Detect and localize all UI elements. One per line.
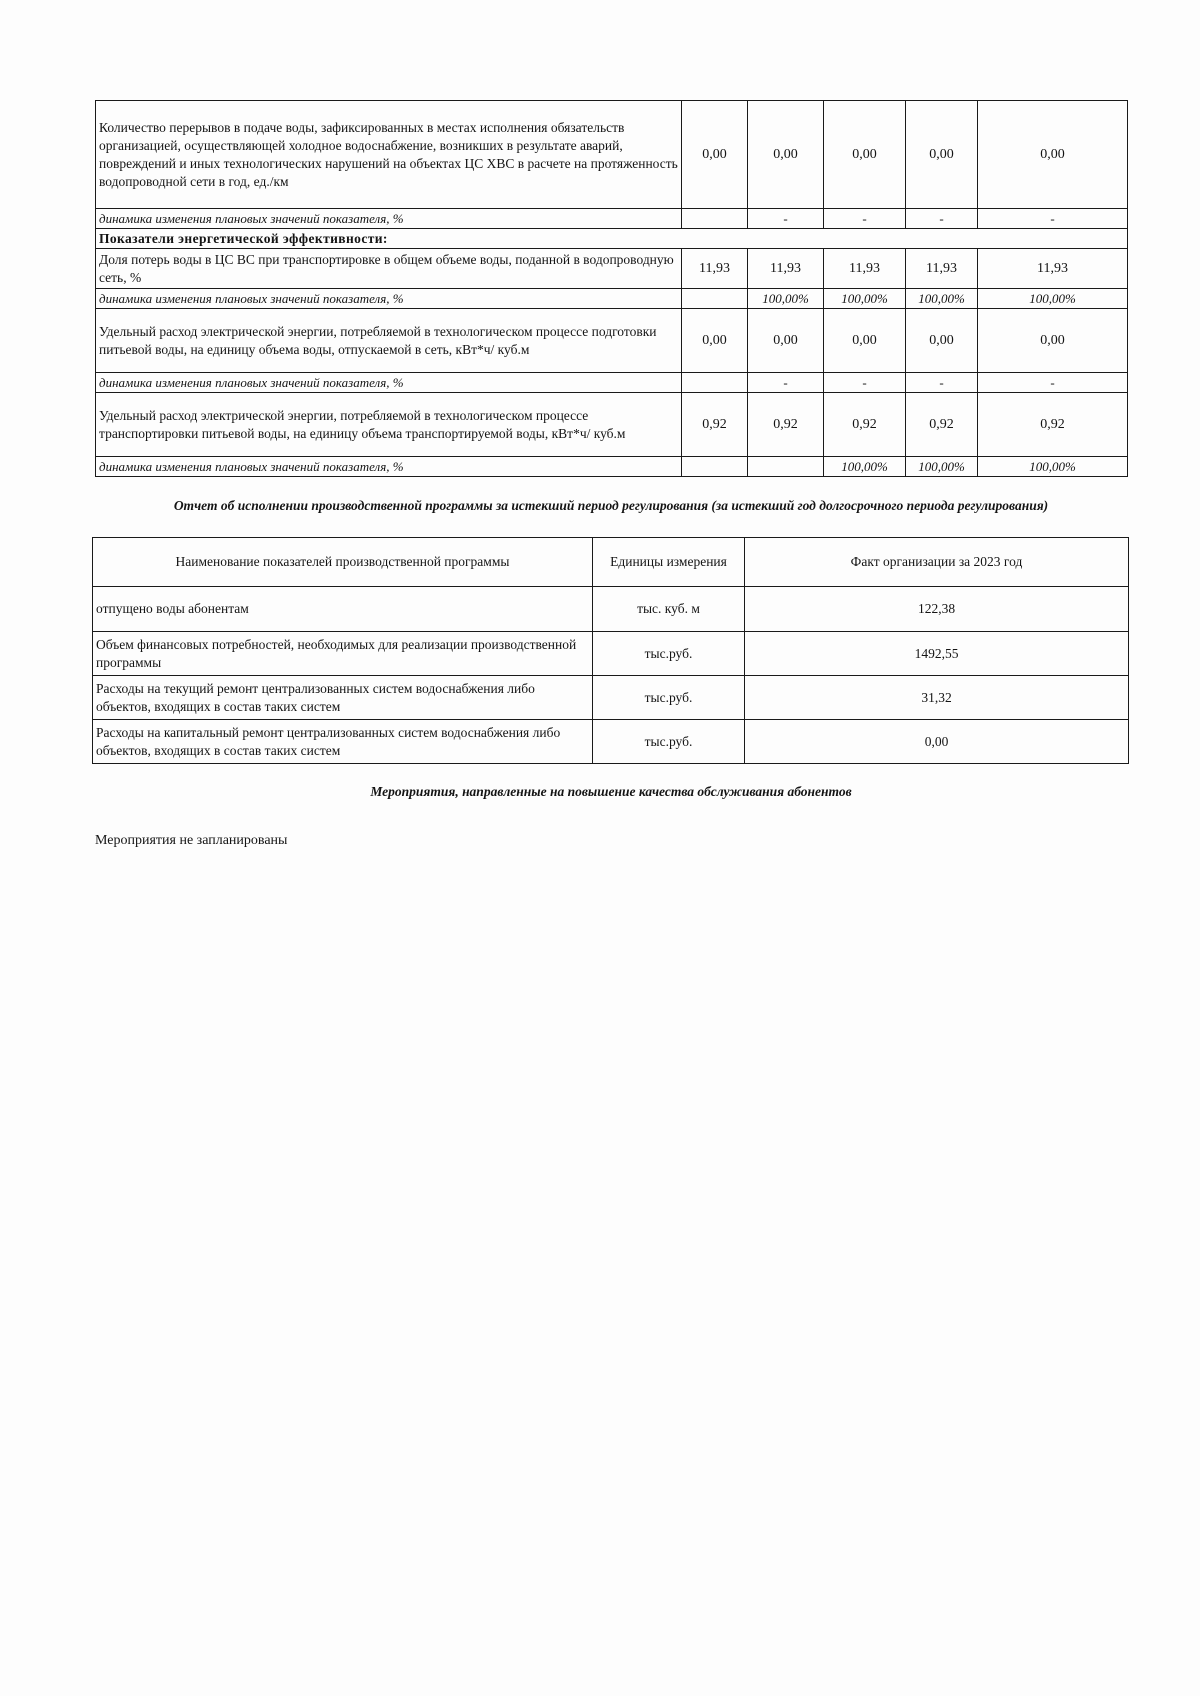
dynamics-value: - bbox=[748, 373, 824, 393]
table-row bbox=[96, 309, 1128, 373]
indicator-value: 11,93 bbox=[682, 249, 748, 289]
dynamics-value bbox=[682, 209, 748, 229]
indicator-value: 0,00 bbox=[978, 101, 1128, 209]
report-table bbox=[92, 537, 1129, 764]
program-item-value: 31,32 bbox=[745, 676, 1129, 720]
table-row bbox=[96, 393, 1128, 457]
program-item-name: Расходы на капитальный ремонт централизованных систем водоснабжения либо объектов, входящих в состав таких систем bbox=[93, 720, 593, 764]
dynamics-label: динамика изменения плановых значений показателя, % bbox=[96, 289, 682, 309]
table-row bbox=[96, 101, 1128, 209]
indicator-value: 0,00 bbox=[978, 309, 1128, 373]
program-item-value: 0,00 bbox=[745, 720, 1129, 764]
indicator-value: 0,92 bbox=[682, 393, 748, 457]
table-header-row bbox=[93, 538, 1129, 587]
section-heading: Показатели энергетической эффективности: bbox=[96, 229, 1128, 249]
indicator-value: 0,00 bbox=[906, 309, 978, 373]
indicator-value: 0,92 bbox=[906, 393, 978, 457]
table-row bbox=[96, 209, 1128, 229]
dynamics-label: динамика изменения плановых значений показателя, % bbox=[96, 373, 682, 393]
table-row bbox=[96, 289, 1128, 309]
indicator-value: 0,92 bbox=[824, 393, 906, 457]
indicator-value: 0,00 bbox=[748, 101, 824, 209]
indicator-value: 0,00 bbox=[682, 309, 748, 373]
column-header: Факт организации за 2023 год bbox=[745, 538, 1129, 587]
indicator-value: 0,00 bbox=[682, 101, 748, 209]
indicator-label: Удельный расход электрической энергии, потребляемой в технологическом процессе транспортировки питьевой воды, на единицу объема транспортируемой воды, кВт*ч/ куб.м bbox=[96, 393, 682, 457]
indicator-value: 0,92 bbox=[748, 393, 824, 457]
table-row bbox=[93, 587, 1129, 632]
dynamics-value bbox=[682, 373, 748, 393]
program-item-name: отпущено воды абонентам bbox=[93, 587, 593, 632]
column-header: Наименование показателей производственной программы bbox=[93, 538, 593, 587]
report-caption: Отчет об исполнении производственной программы за истекший период регулирования (за истекший год долгосрочного периода регулирования) bbox=[173, 498, 1049, 513]
program-item-unit: тыс.руб. bbox=[593, 720, 745, 764]
dynamics-value: - bbox=[978, 209, 1128, 229]
indicator-label: Количество перерывов в подаче воды, зафиксированных в местах исполнения обязательств организацией, осуществляющей холодное водоснабжение, возникших в результате аварий, повреждений и иных технологических нарушений на объектах ЦС ХВС в расчете на протяженность водопроводной сети в год, ед./км bbox=[96, 101, 682, 209]
program-item-value: 122,38 bbox=[745, 587, 1129, 632]
indicator-value: 11,93 bbox=[748, 249, 824, 289]
dynamics-value: 100,00% bbox=[824, 289, 906, 309]
dynamics-value: 100,00% bbox=[978, 457, 1128, 477]
indicator-value: 0,00 bbox=[824, 309, 906, 373]
dynamics-value: 100,00% bbox=[978, 289, 1128, 309]
dynamics-label: динамика изменения плановых значений показателя, % bbox=[96, 457, 682, 477]
dynamics-value bbox=[682, 457, 748, 477]
table-row bbox=[93, 720, 1129, 764]
indicator-value: 11,93 bbox=[824, 249, 906, 289]
indicator-value: 0,00 bbox=[748, 309, 824, 373]
dynamics-label: динамика изменения плановых значений показателя, % bbox=[96, 209, 682, 229]
indicator-value: 0,00 bbox=[824, 101, 906, 209]
dynamics-value bbox=[748, 457, 824, 477]
indicators-table bbox=[95, 100, 1128, 477]
dynamics-value: 100,00% bbox=[748, 289, 824, 309]
dynamics-value: - bbox=[906, 373, 978, 393]
program-item-unit: тыс.руб. bbox=[593, 632, 745, 676]
table-row bbox=[93, 632, 1129, 676]
dynamics-value: - bbox=[978, 373, 1128, 393]
table-row bbox=[96, 249, 1128, 289]
indicator-value: 11,93 bbox=[978, 249, 1128, 289]
dynamics-value: - bbox=[748, 209, 824, 229]
indicator-label: Доля потерь воды в ЦС ВС при транспортировке в общем объеме воды, поданной в водопроводную сеть, % bbox=[96, 249, 682, 289]
table-row bbox=[93, 676, 1129, 720]
table-row bbox=[96, 373, 1128, 393]
column-header: Единицы измерения bbox=[593, 538, 745, 587]
measures-note: Мероприятия не запланированы bbox=[95, 833, 288, 848]
dynamics-value bbox=[682, 289, 748, 309]
indicator-value: 0,92 bbox=[978, 393, 1128, 457]
program-item-name: Расходы на текущий ремонт централизованных систем водоснабжения либо объектов, входящих в состав таких систем bbox=[93, 676, 593, 720]
measures-heading: Мероприятия, направленные на повышение качества обслуживания абонентов bbox=[370, 784, 852, 799]
program-item-unit: тыс.руб. bbox=[593, 676, 745, 720]
program-item-name: Объем финансовых потребностей, необходимых для реализации производственной программы bbox=[93, 632, 593, 676]
table-row bbox=[96, 229, 1128, 249]
dynamics-value: - bbox=[906, 209, 978, 229]
dynamics-value: - bbox=[824, 209, 906, 229]
program-item-value: 1492,55 bbox=[745, 632, 1129, 676]
table-row bbox=[96, 457, 1128, 477]
indicator-label: Удельный расход электрической энергии, потребляемой в технологическом процессе подготовки питьевой воды, на единицу объема воды, отпускаемой в сеть, кВт*ч/ куб.м bbox=[96, 309, 682, 373]
indicator-value: 11,93 bbox=[906, 249, 978, 289]
dynamics-value: 100,00% bbox=[906, 457, 978, 477]
dynamics-value: - bbox=[824, 373, 906, 393]
dynamics-value: 100,00% bbox=[906, 289, 978, 309]
dynamics-value: 100,00% bbox=[824, 457, 906, 477]
indicator-value: 0,00 bbox=[906, 101, 978, 209]
program-item-unit: тыс. куб. м bbox=[593, 587, 745, 632]
